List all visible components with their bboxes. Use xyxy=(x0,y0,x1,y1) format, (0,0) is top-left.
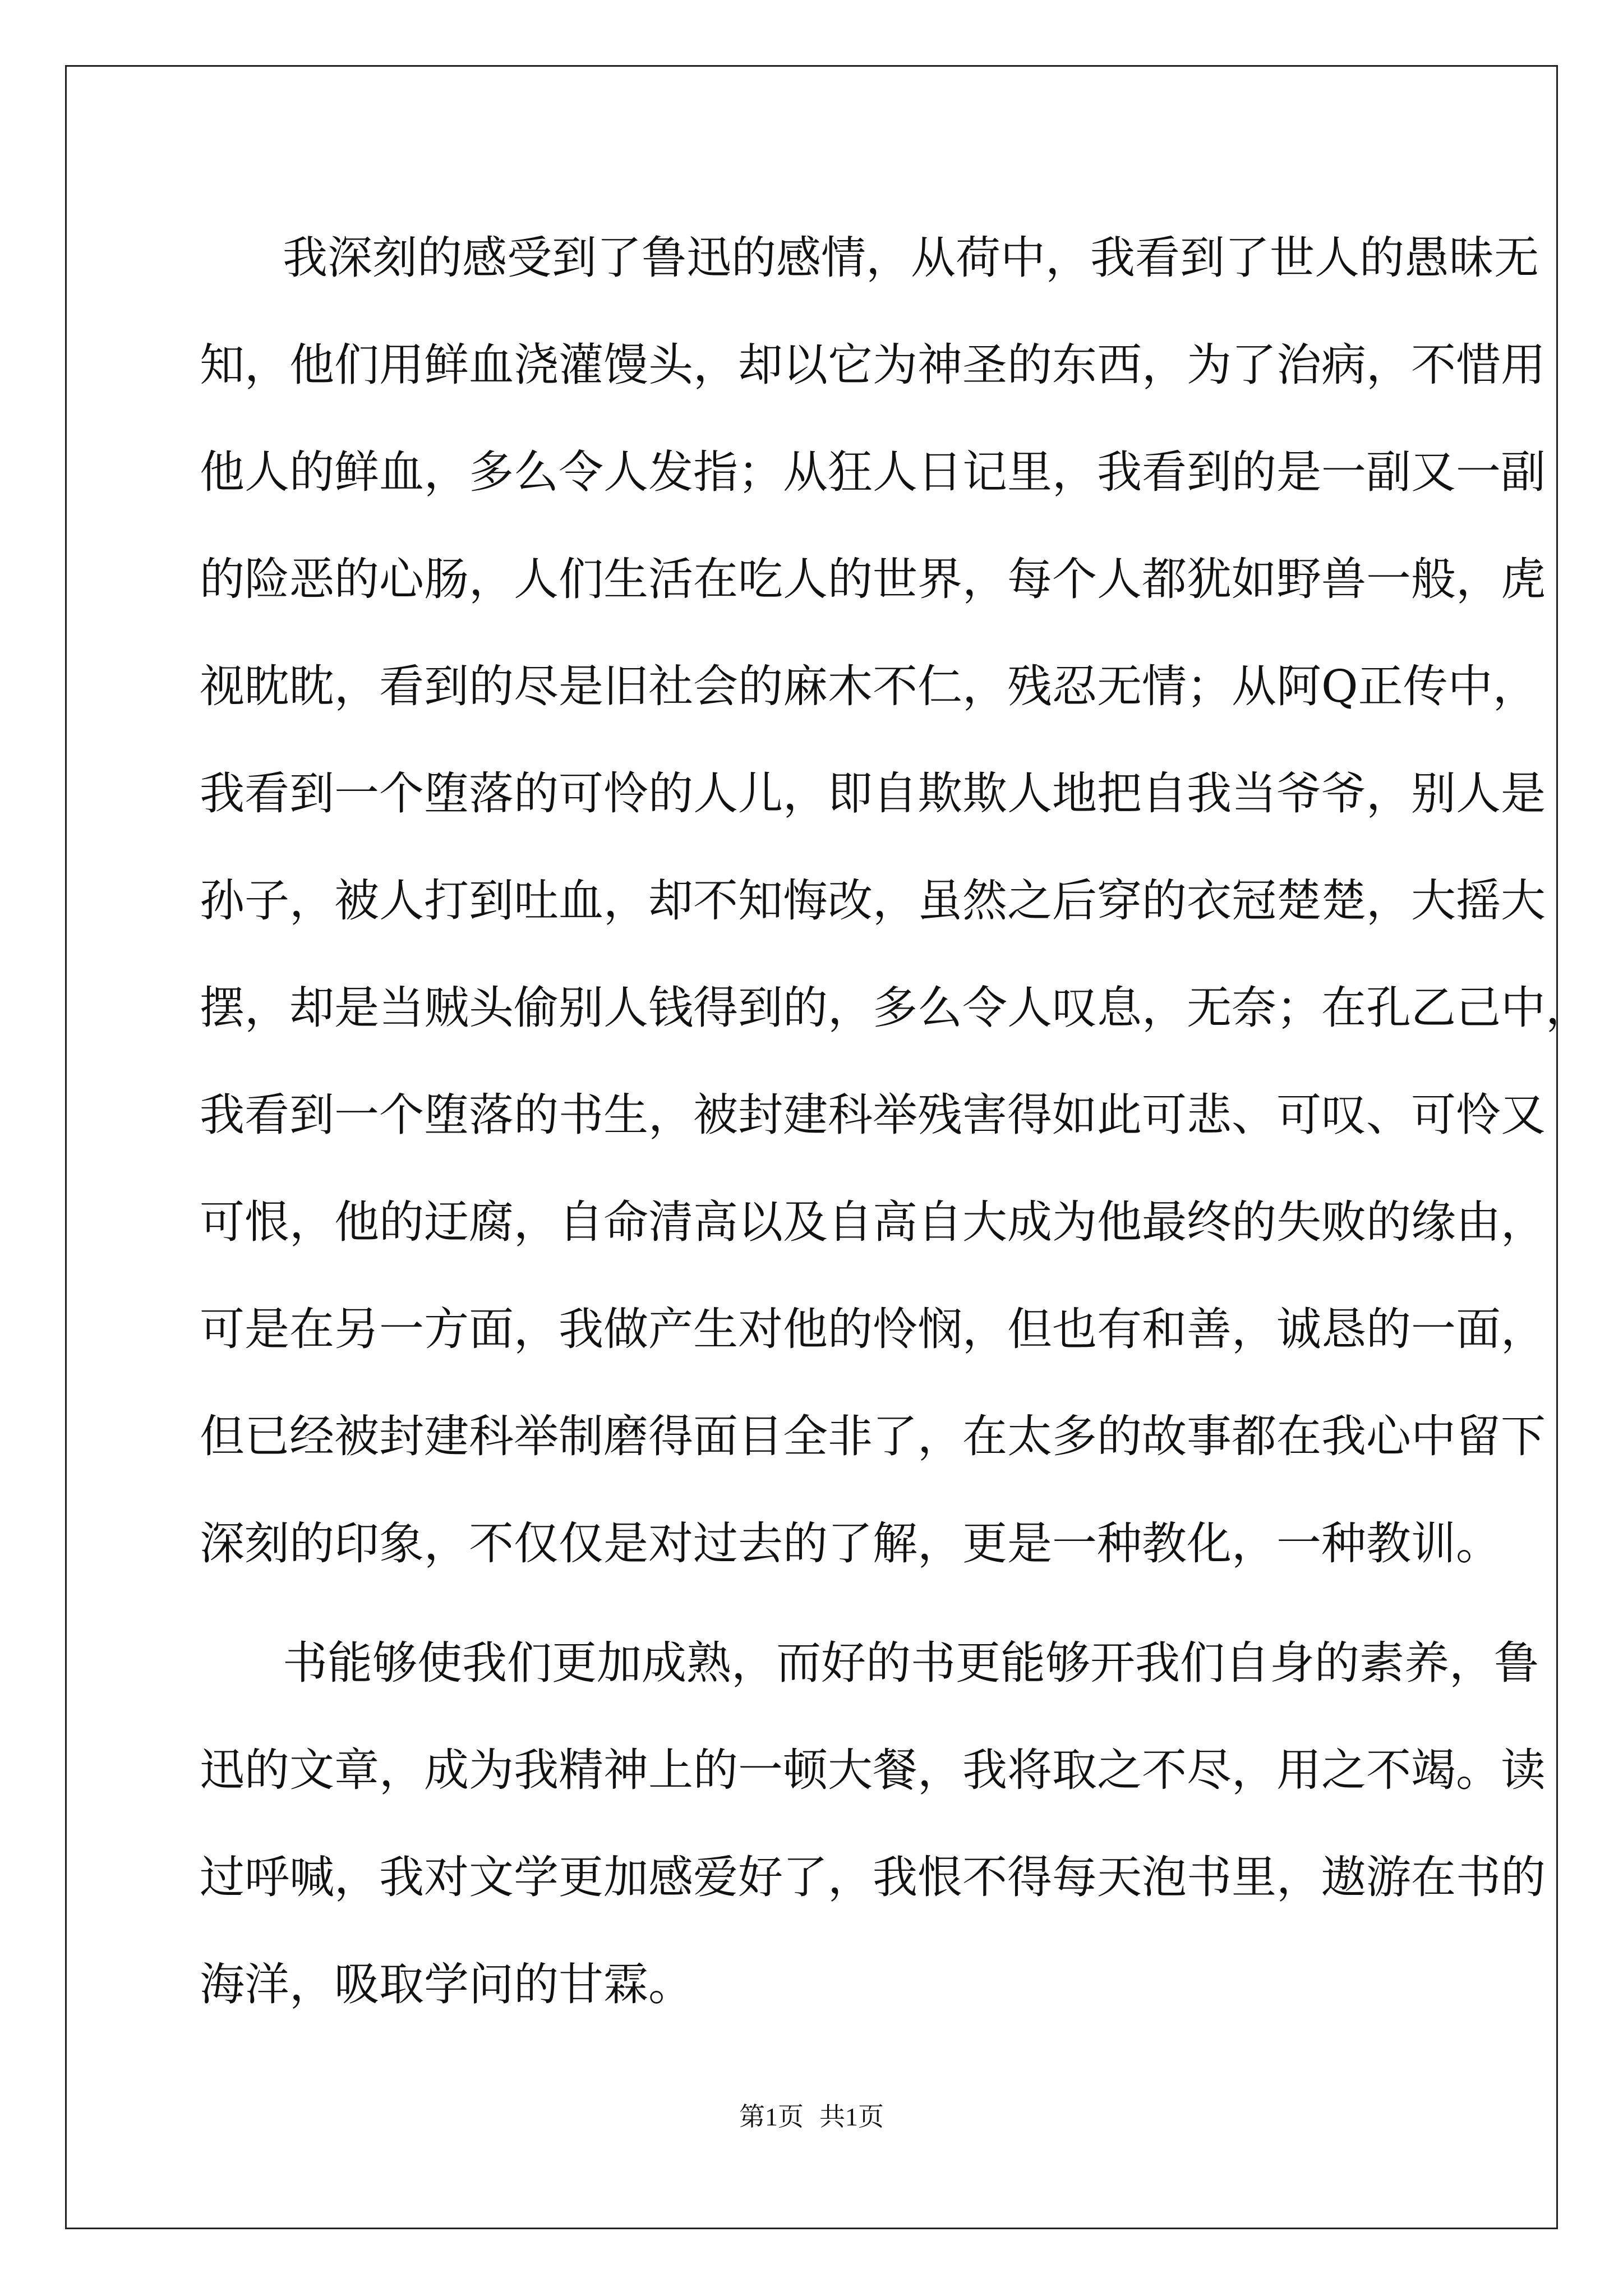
paragraph-2-line-4: 海洋，吸取学问的甘霖。 xyxy=(200,1958,693,2010)
paragraph-1-line-12: 但已经被封建科举制磨得面目全非了，在太多的故事都在我心中留下 xyxy=(200,1410,1546,1462)
paragraph-1-line-4: 的险恶的心肠，人们生活在吃人的世界，每个人都犹如野兽一般，虎 xyxy=(200,553,1546,605)
paragraph-1-line-9: 我看到一个堕落的书生，被封建科举残害得如此可悲、可叹、可怜又 xyxy=(200,1089,1546,1141)
page-number: 第1页 xyxy=(739,2102,804,2131)
document-body xyxy=(200,204,1590,2038)
paragraph-2-line-2: 迅的文章，成为我精神上的一顿大餐，我将取之不尽，用之不竭。读 xyxy=(200,1744,1546,1796)
page-footer xyxy=(0,2100,1623,2134)
paragraph-1-line-11: 可是在另一方面，我做产生对他的怜悯，但也有和善，诚恳的一面， xyxy=(200,1303,1546,1355)
paragraph-1-line-5: 视眈眈，看到的尽是旧社会的麻木不仁，残忍无情；从阿Q正传中， xyxy=(200,660,1538,712)
paragraph-spacer xyxy=(200,1597,1428,1609)
paragraph-2-line-1: 书能够使我们更加成熟，而好的书更能够开我们自身的素养，鲁 xyxy=(283,1637,1539,1689)
paragraph-1-line-6: 我看到一个堕落的可怜的人儿，即自欺欺人地把自我当爷爷，别人是 xyxy=(200,767,1546,820)
paragraph-1-line-13: 深刻的印象，不仅仅是对过去的了解，更是一种教化，一种教训。 xyxy=(200,1517,1501,1570)
paragraph-1-line-2: 知，他们用鲜血浇灌馒头，却以它为神圣的东西，为了治病，不惜用 xyxy=(200,339,1546,391)
paragraph-1-line-3: 他人的鲜血，多么令人发指；从狂人日记里，我看到的是一副又一副 xyxy=(200,446,1546,498)
paragraph-1-line-7: 孙子，被人打到吐血，却不知悔改，虽然之后穿的衣冠楚楚，大摇大 xyxy=(200,875,1546,927)
paragraph-1-line-10: 可恨，他的迂腐，自命清高以及自高自大成为他最终的失败的缘由， xyxy=(200,1196,1546,1248)
paragraph-2-line-3: 过呼喊，我对文学更加感爱好了，我恨不得每天泡书里，遨游在书的 xyxy=(200,1851,1546,1903)
paragraph-1-line-8: 摆，却是当贼头偷别人钱得到的，多么令人叹息，无奈；在孔乙己中， xyxy=(200,982,1590,1034)
total-pages: 共1页 xyxy=(819,2102,884,2131)
paragraph-1-line-1: 我深刻的感受到了鲁迅的感情，从荷中，我看到了世人的愚昧无 xyxy=(283,232,1539,284)
